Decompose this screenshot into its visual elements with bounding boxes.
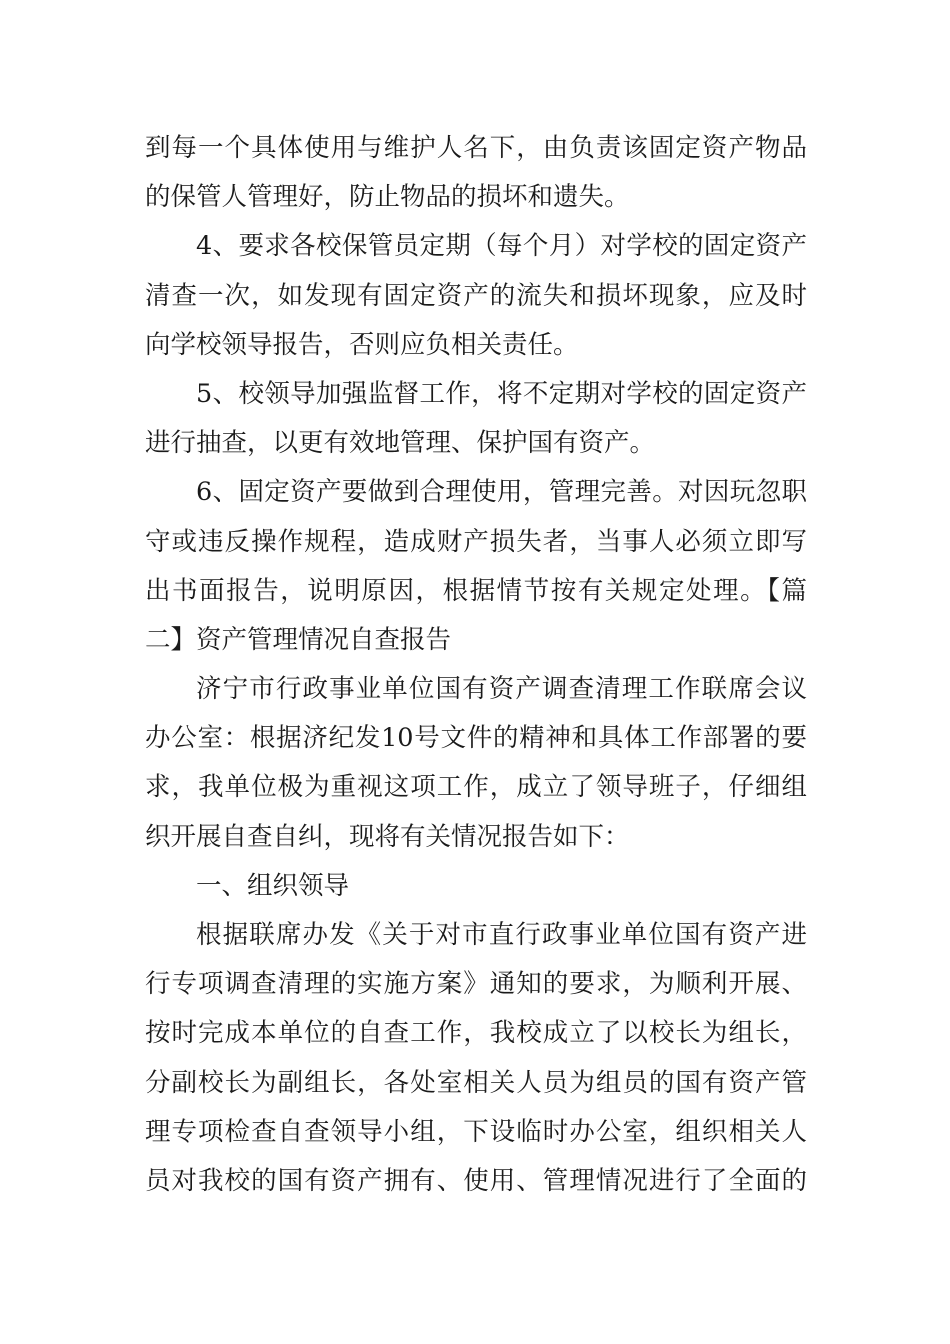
text-line: 6、固定资产要做到合理使用，管理完善。对因玩忽职 — [196, 477, 807, 508]
document-body — [145, 124, 807, 1206]
text-line: 出书面报告，说明原因，根据情节按有关规定处理。【篇 — [145, 575, 807, 606]
text-line: 5、校领导加强监督工作，将不定期对学校的固定资产 — [196, 378, 807, 409]
text-line: 行专项调查清理的实施方案》通知的要求，为顺利开展、 — [145, 969, 807, 1000]
section-heading: 一、组织领导 — [196, 870, 350, 901]
text-line: 织开展自查自纠，现将有关情况报告如下： — [145, 821, 630, 852]
text-line: 守或违反操作规程，造成财产损失者，当事人必须立即写 — [145, 526, 807, 557]
text-line: 求，我单位极为重视这项工作，成立了领导班子，仔细组 — [145, 772, 807, 803]
text-line: 根据联席办发《关于对市直行政事业单位国有资产进 — [196, 920, 807, 950]
text-line: 到每一个具体使用与维护人名下，由负责该固定资产物品 — [145, 133, 807, 163]
text-line: 办公室：根据济纪发10号文件的精神和具体工作部署的要 — [145, 723, 807, 754]
text-line: 员对我校的国有资产拥有、使用、管理情况进行了全面的 — [145, 1165, 807, 1196]
text-line: 清查一次，如发现有固定资产的流失和损坏现象，应及时 — [145, 280, 807, 311]
text-line: 向学校领导报告，否则应负相关责任。 — [145, 329, 579, 360]
section-heading: 二】资产管理情况自查报告 — [145, 624, 452, 655]
text-line: 理专项检查自查领导小组，下设临时办公室，组织相关人 — [145, 1116, 807, 1147]
text-line: 按时完成本单位的自查工作，我校成立了以校长为组长， — [145, 1018, 807, 1049]
text-line: 济宁市行政事业单位国有资产调查清理工作联席会议 — [196, 674, 807, 705]
text-line: 4、要求各校保管员定期（每个月）对学校的固定资产 — [196, 231, 807, 262]
text-line: 分副校长为副组长，各处室相关人员为组员的国有资产管 — [145, 1067, 807, 1098]
text-line: 进行抽查，以更有效地管理、保护国有资产。 — [145, 428, 656, 459]
text-line: 的保管人管理好，防止物品的损坏和遗失。 — [145, 182, 630, 213]
